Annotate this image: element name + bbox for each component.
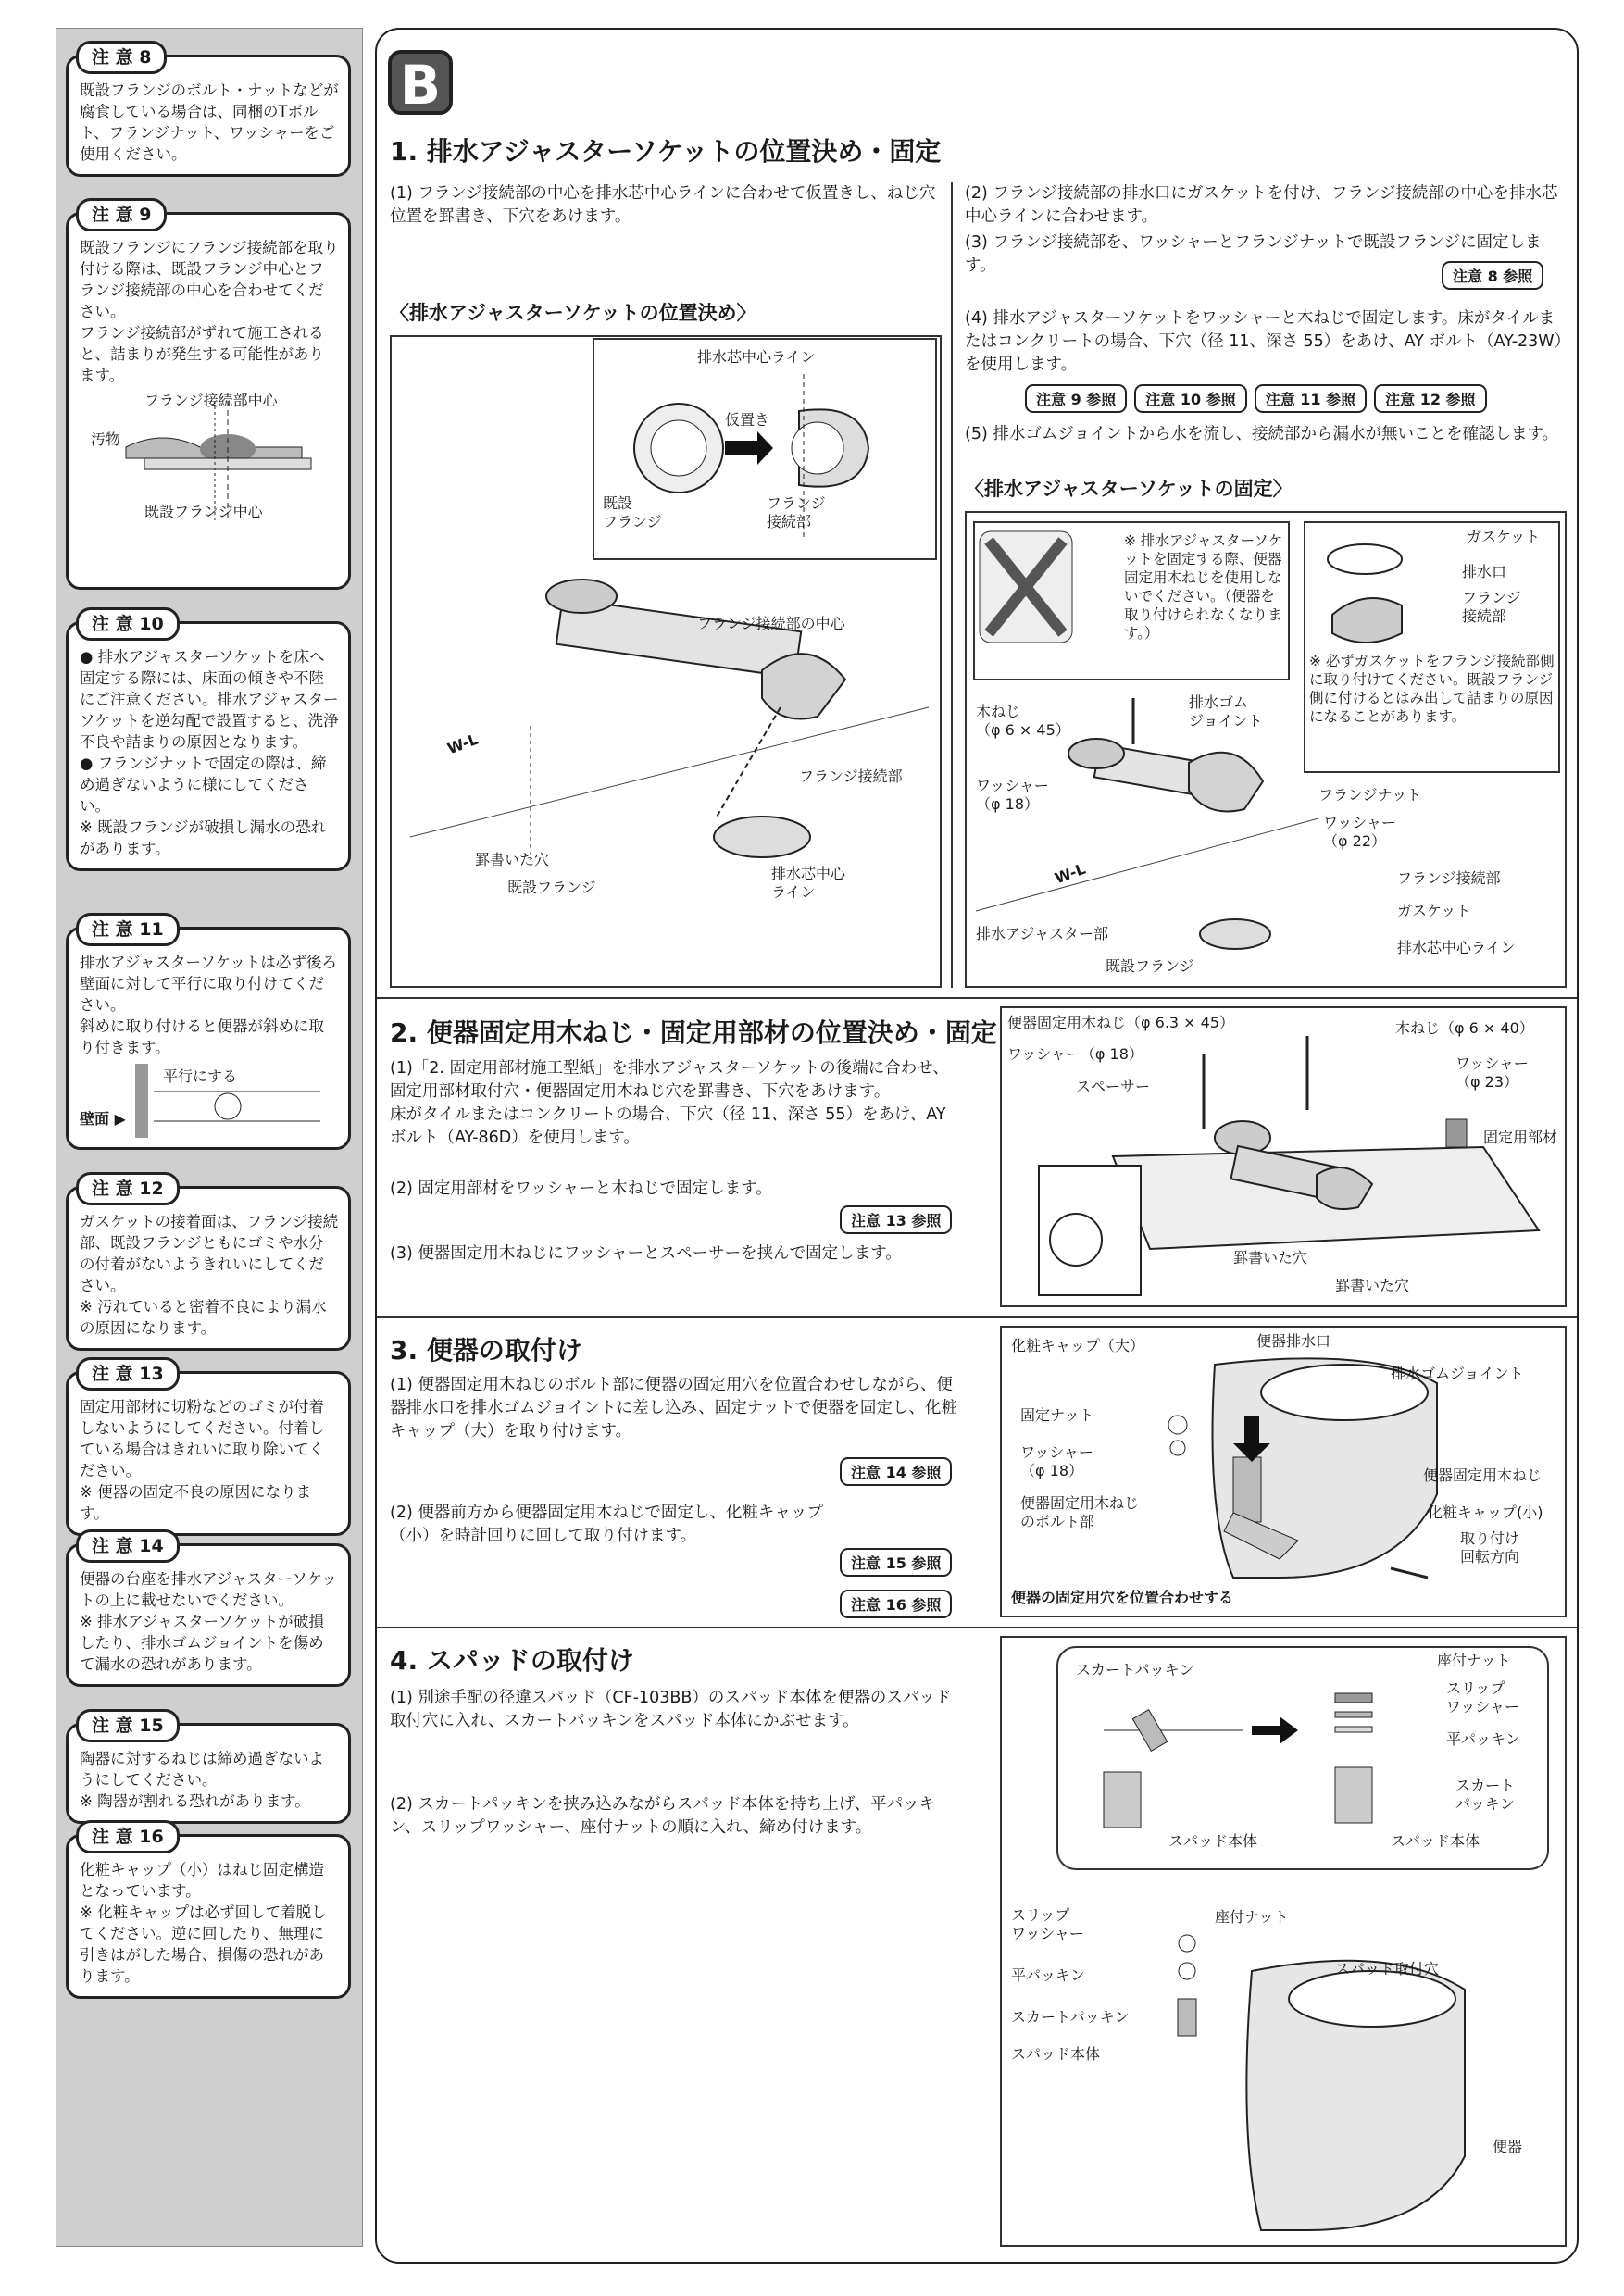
wall-label: 壁面 ▶ bbox=[80, 1110, 126, 1128]
existing-flange-label: 既設フランジ bbox=[1106, 957, 1194, 975]
flange-connector-label-2: フランジ接続部 bbox=[799, 767, 903, 785]
note-body: ● 排水アジャスターソケットを床へ固定する際には、床面の傾きや不陸にご注意ください。排水アジャスターソケットを逆勾配で設置すると、洗浄不良や詰まりの原因となります。 ● フランジナットで固定の際は、締め過ぎないように様にしてください。 ※ 既設フランジが破損し漏水の恐れがあります。 bbox=[80, 648, 339, 857]
section-3-title: 3. 便器の取付け bbox=[390, 1335, 582, 1366]
existing-flange-label: 既設 フランジ bbox=[603, 494, 662, 530]
s3-step-1: (1) 便器固定用木ねじのボルト部に便器の固定用穴を位置合わせしながら、便器排水口を排水ゴムジョイントに差し込み、固定ナットで便器を固定し、化粧キャップ（大）を取り付けます。 bbox=[390, 1376, 957, 1441]
note-body: 固定用部材に切粉などのゴミが付着しないようにしてください。付着している場合はきれいに取り除いてください。 ※ 便器の固定不良の原因になります。 bbox=[80, 1398, 324, 1522]
note-14 bbox=[66, 1536, 351, 1687]
note-9 bbox=[66, 205, 351, 590]
drain-rubber-joint-label: 排水ゴムジョイント bbox=[1391, 1365, 1524, 1382]
s3-step-2: (2) 便器前方から便器固定用木ねじで固定し、化粧キャップ（小）を時計回りに回して取り付けます。 bbox=[390, 1504, 823, 1545]
marked-hole-label-2: 罫書いた穴 bbox=[1335, 1277, 1410, 1294]
drain-center-line-label: 排水芯中心ライン bbox=[697, 348, 816, 366]
note-tag: 注 意 12 bbox=[76, 1172, 180, 1205]
s2-step-2: (2) 固定用部材をワッシャーと木ねじで固定します。 bbox=[390, 1179, 772, 1198]
ref-note-16: 注意 16 参照 bbox=[840, 1590, 952, 1618]
flange-connector-center-label: フランジ接続部中心 bbox=[144, 392, 278, 409]
washer-18-label: ワッシャー （φ 18） bbox=[1020, 1443, 1093, 1479]
note-body: 既設フランジにフランジ接続部を取り付ける際は、既設フランジ中心とフランジ接続部の中心を合わせてください。 フランジ接続部がずれて施工されると、詰まりが発生する可能性があります。 bbox=[80, 239, 339, 384]
caution-sidebar bbox=[56, 28, 363, 2247]
spud-body-label-2: スパッド本体 bbox=[1391, 1832, 1480, 1850]
section-2-title: 2. 便器固定用木ねじ・固定用部材の位置決め・固定 bbox=[390, 1017, 997, 1048]
slip-washer-label: スリップ ワッシャー bbox=[1446, 1679, 1519, 1716]
section-divider bbox=[377, 1627, 1577, 1628]
fixing-member-label: 固定用部材 bbox=[1483, 1129, 1558, 1146]
section-1-title: 1. 排水アジャスターソケットの位置決め・固定 bbox=[390, 136, 942, 167]
toilet-install-figure bbox=[1000, 1326, 1567, 1617]
section-divider bbox=[377, 997, 1577, 999]
seat-nut-label-2: 座付ナット bbox=[1215, 1908, 1289, 1926]
seat-nut-label: 座付ナット bbox=[1437, 1652, 1511, 1669]
note-tag: 注 意 14 bbox=[76, 1529, 180, 1563]
s1-note-refs bbox=[1025, 384, 1487, 413]
s1-subheading-positioning: 〈排水アジャスターソケットの位置決め〉 bbox=[390, 302, 756, 324]
fixing-parts-figure bbox=[1000, 1006, 1567, 1307]
drain-center-line-label-2: 排水芯中心 ライン bbox=[771, 865, 846, 901]
drain-center-line-label: 排水芯中心ライン bbox=[1397, 939, 1516, 956]
wl-label: W-L bbox=[444, 730, 481, 758]
gasket-warning: ※ 必ずガスケットをフランジ接続部側に取り付けてください。既設フランジ側に付けるとはみ出して詰まりの原因になることがあります。 bbox=[1309, 653, 1555, 725]
gasket-label-2: ガスケット bbox=[1397, 902, 1471, 919]
s4-step-2: (2) スカートパッキンを挟み込みながらスパッド本体を持ち上げ、平パッキン、スリップワッシャー、座付ナットの順に入れ、締め付けます。 bbox=[390, 1795, 936, 1837]
decor-cap-small-label: 化粧キャップ(小) bbox=[1428, 1504, 1543, 1521]
note-body: 既設フランジのボルト・ナットなどが腐食している場合は、同梱のTボルト、フランジナット、ワッシャーをご使用ください。 bbox=[80, 81, 339, 163]
flange-connector-label-2: フランジ接続部 bbox=[1397, 869, 1501, 887]
flat-packing-label-2: 平パッキン bbox=[1011, 1966, 1085, 1984]
note-16 bbox=[66, 1827, 351, 1999]
parallel-label: 平行にする bbox=[163, 1067, 238, 1085]
toilet-drain-label: 便器排水口 bbox=[1256, 1332, 1331, 1350]
ref-note-12: 注意 12 参照 bbox=[1374, 384, 1486, 413]
washer-18-label: ワッシャー（φ 18） bbox=[1007, 1045, 1143, 1063]
note-13 bbox=[66, 1364, 351, 1536]
existing-flange-center-label: 既設フランジ中心 bbox=[144, 503, 263, 520]
note-8 bbox=[66, 47, 351, 177]
drain-rubber-joint-label: 排水ゴム ジョイント bbox=[1189, 693, 1263, 730]
skirt-packing-label-3: スカートパッキン bbox=[1011, 2008, 1130, 2026]
drain-outlet-label: 排水口 bbox=[1462, 563, 1507, 580]
spud-install-illustration bbox=[1002, 1638, 1565, 2245]
wl-label: W-L bbox=[1052, 859, 1088, 888]
parallel-figure bbox=[80, 1064, 339, 1138]
note-body: 陶器に対するねじは締め過ぎないようにしてください。 ※ 陶器が割れる恐れがあります。 bbox=[80, 1750, 324, 1810]
washer-18-label: ワッシャー （φ 18） bbox=[976, 777, 1049, 813]
toilet-label: 便器 bbox=[1493, 2138, 1523, 2155]
note-tag: 注 意 15 bbox=[76, 1709, 180, 1742]
s1-subheading-fixing: 〈排水アジャスターソケットの固定〉 bbox=[965, 478, 1293, 500]
main-panel bbox=[375, 28, 1579, 2264]
note-body: 排水アジャスターソケットは必ず後ろ壁面に対して平行に取り付けてください。 斜めに取り付けると便器が斜めに取り付きます。 bbox=[80, 954, 337, 1056]
spud-body-label-3: スパッド本体 bbox=[1011, 2045, 1101, 2063]
positioning-illustration bbox=[392, 337, 940, 985]
screw-bolt-part-label: 便器固定用木ねじ のボルト部 bbox=[1020, 1494, 1140, 1530]
slip-washer-label-2: スリップ ワッシャー bbox=[1011, 1906, 1084, 1942]
existing-flange-label-2: 既設フランジ bbox=[507, 879, 596, 896]
gasket-label: ガスケット bbox=[1467, 528, 1541, 545]
adjuster-part-label: 排水アジャスター部 bbox=[976, 925, 1109, 942]
section-4-title: 4. スパッドの取付け bbox=[390, 1645, 634, 1676]
note-tag: 注 意 11 bbox=[76, 913, 180, 946]
ref-note-15: 注意 15 参照 bbox=[840, 1548, 952, 1577]
note-10 bbox=[66, 614, 351, 871]
flange-connector-label: フランジ 接続部 bbox=[767, 494, 826, 530]
marked-holes-label: 罫書いた穴 bbox=[475, 851, 550, 868]
s1-step-2: (2) フランジ接続部の排水口にガスケットを付け、フランジ接続部の中心を排水芯中心ラインに合わせます。 bbox=[965, 184, 1558, 226]
flange-connector-label: フランジ 接続部 bbox=[1462, 589, 1521, 625]
rotation-direction-label: 取り付け 回転方向 bbox=[1460, 1529, 1520, 1566]
note-12 bbox=[66, 1179, 351, 1351]
note-tag: 注 意 16 bbox=[76, 1820, 180, 1853]
section-badge: B bbox=[388, 50, 453, 115]
skirt-packing-label-2: スカート パッキン bbox=[1455, 1777, 1516, 1813]
section-divider bbox=[377, 1316, 1577, 1318]
note-tag: 注 意 10 bbox=[76, 607, 180, 641]
positioning-figure bbox=[390, 335, 942, 988]
s1-step-5: (5) 排水ゴムジョイントから水を流し、接続部から漏水が無いことを確認します。 bbox=[965, 425, 1559, 443]
column-divider bbox=[951, 182, 953, 988]
flange-nut-label: フランジナット bbox=[1318, 786, 1422, 804]
flange-center-figure bbox=[80, 392, 339, 530]
flat-packing-label: 平パッキン bbox=[1446, 1730, 1520, 1748]
note-tag: 注 意 13 bbox=[76, 1357, 180, 1391]
ref-note-8: 注意 8 参照 bbox=[1442, 261, 1543, 290]
wood-screw-40-label: 木ねじ（φ 6 × 40） bbox=[1395, 1019, 1534, 1037]
ref-note-14: 注意 14 参照 bbox=[840, 1457, 952, 1486]
s1-step-4: (4) 排水アジャスターソケットをワッシャーと木ねじで固定します。床がタイルまたはコンクリートの場合、下穴（径 11、深さ 55）をあけ、AY ボルト（AY-23W）を使用します。 bbox=[965, 309, 1563, 374]
ref-note-10: 注意 10 参照 bbox=[1134, 384, 1246, 413]
note-11 bbox=[66, 919, 351, 1150]
skirt-packing-label: スカートパッキン bbox=[1076, 1661, 1194, 1678]
note-body: 化粧キャップ（小）はねじ固定構造となっています。 ※ 化粧キャップは必ず回して着脱してください。逆に回したり、無理に引きはがした場合、損傷の恐れがあります。 bbox=[80, 1861, 327, 1985]
ref-note-9: 注意 9 参照 bbox=[1025, 384, 1127, 413]
toilet-screw-label: 便器固定用木ねじ（φ 6.3 × 45） bbox=[1007, 1014, 1235, 1031]
align-fixing-holes-label: 便器の固定用穴を位置合わせする bbox=[1011, 1589, 1234, 1606]
warning-no-toilet-screws: ※ 排水アジャスターソケットを固定する際、便器固定用木ねじを使用しないでください。（便器を取り付けられなくなります。） bbox=[1124, 532, 1283, 642]
note-body: 便器の台座を排水アジャスターソケットの上に載せないでください。 ※ 排水アジャスターソケットが破損したり、排水ゴムジョイントを傷めて漏水の恐れがあります。 bbox=[80, 1570, 337, 1673]
flange-connector-center-label: フランジ接続部の中心 bbox=[697, 615, 845, 632]
ref-note-11: 注意 11 参照 bbox=[1255, 384, 1367, 413]
spud-body-label: スパッド本体 bbox=[1168, 1832, 1258, 1850]
toilet-fixing-screw-label: 便器固定用木ねじ bbox=[1423, 1466, 1543, 1484]
note-tag: 注 意 9 bbox=[76, 198, 167, 231]
s2-step-1: (1)「2. 固定用部材施工型紙」を排水アジャスターソケットの後端に合わせ、固定用部材取付穴・便器固定用木ねじ穴を罫書き、下穴をあけます。 床がタイルまたはコンクリートの場合、下穴（径 11、深さ 55）をあけ、AY ボルト（AY-86D）を使用します。 bbox=[390, 1059, 949, 1147]
spud-install-figure bbox=[1000, 1636, 1567, 2247]
decor-cap-large-label: 化粧キャップ（大） bbox=[1011, 1337, 1145, 1354]
waste-label: 汚物 bbox=[91, 430, 121, 448]
ref-note-13: 注意 13 参照 bbox=[840, 1205, 952, 1234]
spacer-label: スペーサー bbox=[1076, 1078, 1151, 1095]
s2-step-3: (3) 便器固定用木ねじにワッシャーとスペーサーを挟んで固定します。 bbox=[390, 1244, 902, 1263]
washer-23-label: ワッシャー （φ 23） bbox=[1455, 1054, 1529, 1091]
spud-hole-label: スパッド取付穴 bbox=[1335, 1960, 1440, 1978]
note-tag: 注 意 8 bbox=[76, 41, 167, 74]
fixing-figure bbox=[965, 511, 1567, 988]
s1-step-1: (1) フランジ接続部の中心を排水芯中心ラインに合わせて仮置きし、ねじ穴位置を罫書き、下穴をあけます。 bbox=[390, 184, 936, 226]
marked-hole-label-1: 罫書いた穴 bbox=[1233, 1249, 1308, 1267]
wood-screw-label: 木ねじ （φ 6 × 45） bbox=[976, 703, 1070, 739]
s4-step-1: (1) 別途手配の径違スパッド（CF-103BB）のスパッド本体を便器のスパッド取付穴に入れ、スカートパッキンをスパッド本体にかぶせます。 bbox=[390, 1689, 952, 1730]
fixing-nut-label: 固定ナット bbox=[1020, 1406, 1094, 1424]
note-15 bbox=[66, 1716, 351, 1824]
note-body: ガスケットの接着面は、フランジ接続部、既設フランジともにゴミや水分の付着がないようきれいにしてください。 ※ 汚れていると密着不良により漏水の原因になります。 bbox=[80, 1213, 339, 1337]
washer-22-label: ワッシャー （φ 22） bbox=[1323, 814, 1396, 850]
s1-step-3: (3) フランジ接続部を、ワッシャーとフランジナットで既設フランジに固定します。 bbox=[965, 233, 1542, 275]
temporary-place-label: 仮置き bbox=[725, 411, 770, 429]
